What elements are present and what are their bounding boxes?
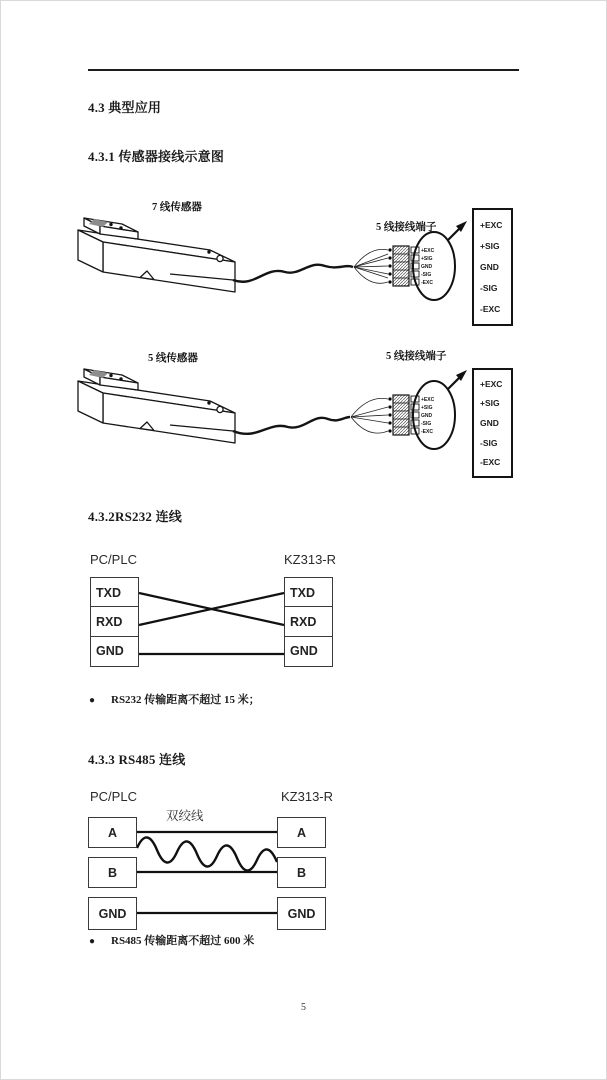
twisted-pair-label: 双绞线 [166, 809, 204, 823]
pin-label: -EXC [480, 304, 501, 315]
subsection-heading-rs232: 4.3.2RS232 连线 [88, 509, 182, 524]
pin-list-box-2 [472, 368, 513, 478]
pin-label: +SIG [480, 398, 500, 409]
rs232-pin-box: RXD [90, 606, 139, 637]
wire-fan-7 [354, 249, 388, 283]
rs485-pin-box: B [277, 857, 326, 888]
rs485-pin-box: GND [88, 897, 137, 930]
pin-label: +SIG [480, 240, 500, 251]
sensor-cable [233, 417, 350, 434]
rs232-pin-box: TXD [284, 577, 333, 608]
pin-label: -EXC [480, 457, 501, 468]
rs485-right-device-label: KZ313-R [281, 789, 334, 804]
section-heading: 4.3 典型应用 [88, 100, 162, 115]
load-cell-drawing [78, 369, 235, 443]
pin-label: GND [480, 261, 499, 272]
terminal-pin-label: GND [421, 264, 433, 270]
pin-label: -SIG [480, 283, 498, 294]
rs232-pin-box: RXD [284, 606, 333, 637]
terminal-pin-label: +EXC [421, 248, 435, 254]
rs232-note [89, 691, 260, 707]
bullet-icon: ● [89, 936, 96, 947]
bullet-icon: ● [89, 695, 96, 706]
rs232-pin-box: TXD [90, 577, 139, 608]
terminal-label-1: 5 线接线端子 [376, 222, 437, 233]
sensor-label-5wire: 5 线传感器 [148, 353, 198, 364]
callout-arrow [448, 221, 467, 240]
rs485-pin-box: A [88, 817, 137, 848]
terminal-pin-label: -SIG [421, 272, 432, 278]
pin-label: +EXC [480, 219, 503, 230]
rs485-note-text: RS485 传输距离不超过 600 米 [111, 935, 255, 947]
terminal-pin-label: +EXC [421, 397, 435, 403]
rs232-left-device-label: PC/PLC [90, 552, 137, 567]
rs232-note-text: RS232 传输距离不超过 15 米； [111, 694, 260, 706]
load-cell-drawing [78, 218, 235, 292]
terminal-label-2: 5 线接线端子 [386, 351, 447, 362]
rs485-left-device-label: PC/PLC [90, 789, 137, 804]
terminal-pin-label: -SIG [421, 421, 432, 427]
rs232-right-device-label: KZ313-R [284, 552, 337, 567]
page-number: 5 [301, 1002, 306, 1013]
subsection-heading-sensor-wiring: 4.3.1 传感器接线示意图 [88, 149, 225, 164]
twisted-pair-wave [137, 837, 277, 870]
sensor-cable [233, 265, 353, 282]
rs485-pin-box: GND [277, 897, 326, 930]
terminal-pin-label: +SIG [421, 256, 433, 262]
terminal-pin-label: -EXC [421, 280, 433, 286]
rs485-pin-box: B [88, 857, 137, 888]
rs232-crossover-wires [90, 577, 334, 672]
rs485-note [89, 932, 254, 948]
terminal-pin-label: +SIG [421, 405, 433, 411]
rs232-pin-box: GND [90, 636, 139, 667]
wire-fan-5 [351, 398, 388, 433]
pin-label: +EXC [480, 378, 503, 389]
header-rule [88, 69, 519, 71]
subsection-heading-rs485: 4.3.3 RS485 连线 [88, 752, 186, 767]
pin-label: GND [480, 417, 499, 428]
rs232-pin-box: GND [284, 636, 333, 667]
sensor-label-7wire: 7 线传感器 [152, 202, 202, 213]
sensor-diagram-7wire [70, 188, 535, 338]
rs485-pin-box: A [277, 817, 326, 848]
terminal-pin-label: -EXC [421, 429, 433, 435]
pin-list-box-1 [472, 208, 513, 326]
callout-arrow [448, 370, 467, 389]
terminal-pin-label: GND [421, 413, 433, 419]
sensor-diagram-5wire [70, 343, 535, 485]
pin-label: -SIG [480, 437, 498, 448]
